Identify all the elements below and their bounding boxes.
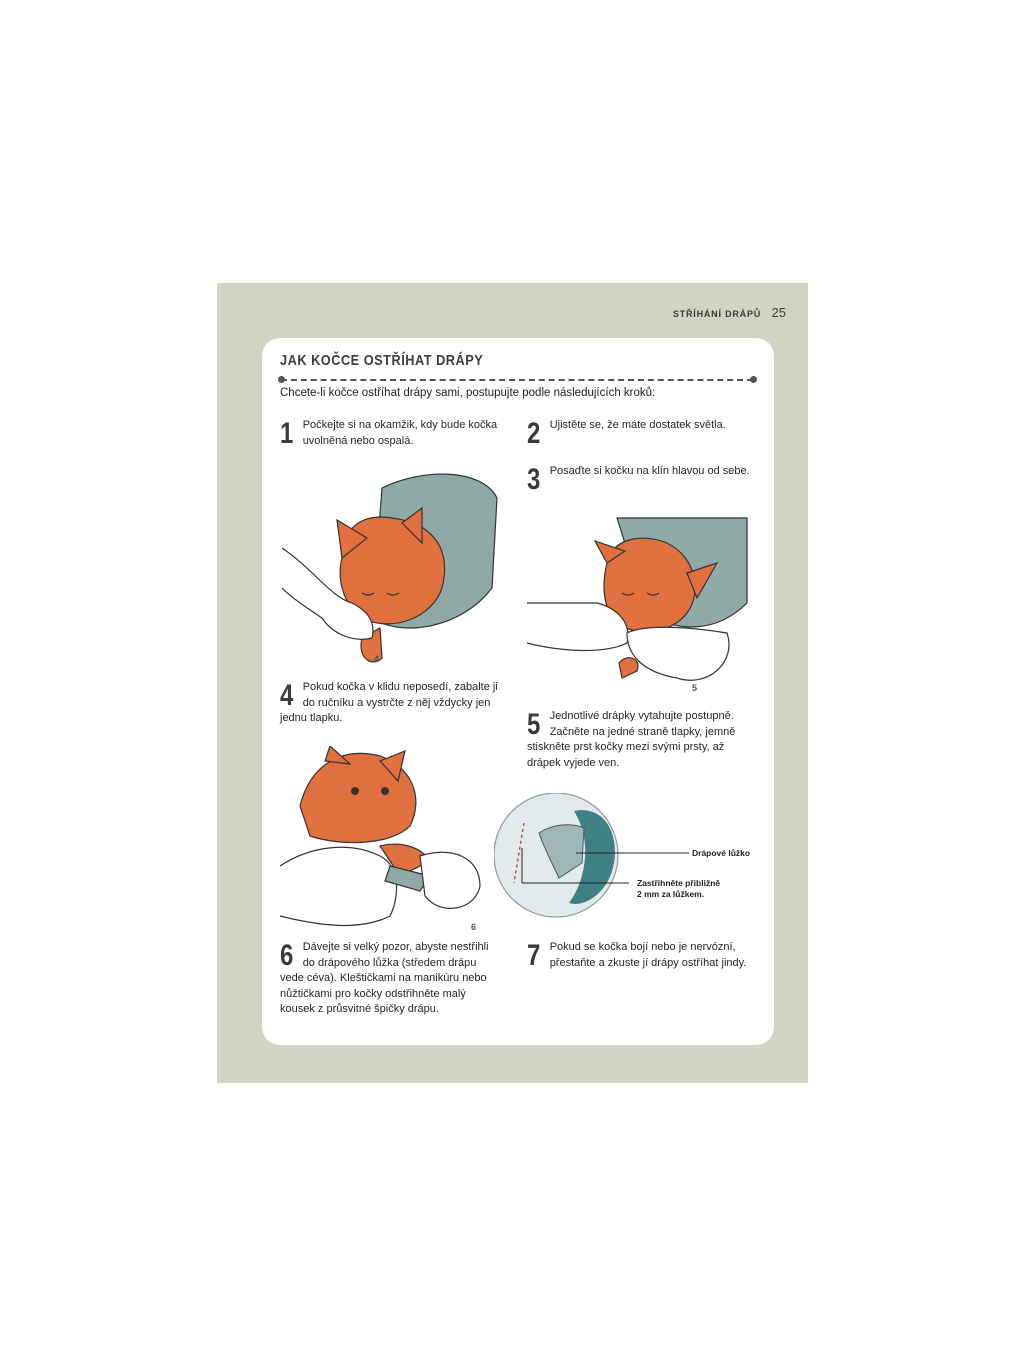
step-number: 1 [280, 417, 294, 450]
figure-4-cat-in-towel [282, 468, 502, 668]
section-title: STŘÍHÁNÍ DRÁPŮ [672, 309, 762, 319]
figure-number-6: 6 [471, 922, 477, 932]
step-text: Pokud kočka v klidu neposedí, zabalte ji do ručníku a vystrčte z něj vždycky jen jednu tlapku. [280, 681, 498, 724]
callout-cut-line-1: Zastřihněte přibližně [637, 878, 721, 888]
step-7 [527, 940, 752, 971]
step-number: 6 [280, 939, 294, 972]
figure-number-4: 4 [374, 654, 380, 664]
page-number: 25 [771, 305, 786, 320]
figure-5-cat-on-lap [527, 513, 752, 693]
step-6 [280, 940, 495, 1018]
figure-6-clipping-claw [280, 746, 500, 931]
rule-dot-left [278, 376, 285, 383]
step-number: 3 [527, 463, 541, 496]
step-number: 2 [527, 417, 541, 450]
book-page [217, 283, 808, 1083]
step-number: 5 [527, 708, 541, 741]
step-text: Jednotlivé drápky vytahujte postupně. Začněte na jedné straně tlapky, jemně stiskněte prst kočky mezi svými prsty, až drápek vyjede ven. [527, 710, 736, 769]
step-4 [280, 680, 502, 727]
dashed-rule [281, 379, 753, 381]
rule-dot-right [750, 376, 757, 383]
step-text: Ujistěte se, že máte dostatek světla. [549, 419, 726, 431]
callout-cut-line-2: 2 mm za lůžkem. [637, 889, 705, 899]
box-title: JAK KOČCE OSTŘÍHAT DRÁPY [280, 352, 484, 369]
step-number: 7 [527, 939, 541, 972]
step-text: Posaďte si kočku na klín hlavou od sebe. [549, 465, 750, 477]
step-number: 4 [280, 679, 294, 712]
step-2 [527, 417, 757, 450]
step-text: Pokud se kočka bojí nebo je nervózní, přestaňte a zkuste jí drápy ostříhat jindy. [549, 941, 747, 969]
step-text: Dávejte si velký pozor, abyste nestřihli do drápového lůžka (středem drápu vede céva). Kleštičkami na manikúru nebo nůžtičkami pro kočky odstřihněte malý kousek z průsvitné špičky drápu. [280, 941, 489, 1015]
figure-number-5: 5 [692, 683, 698, 693]
intro-text: Chcete-li kočce ostříhat drápy sami, postupujte podle následujících kroků: [280, 387, 656, 399]
step-1 [280, 418, 500, 449]
step-text: Počkejte si na okamžik, kdy bude kočka uvolněná nebo ospalá. [302, 419, 498, 447]
callout-nail-bed: Drápové lůžko [692, 848, 751, 858]
step-5 [527, 709, 742, 771]
step-3 [527, 463, 757, 496]
running-head [673, 304, 786, 322]
instruction-box [262, 338, 774, 1045]
